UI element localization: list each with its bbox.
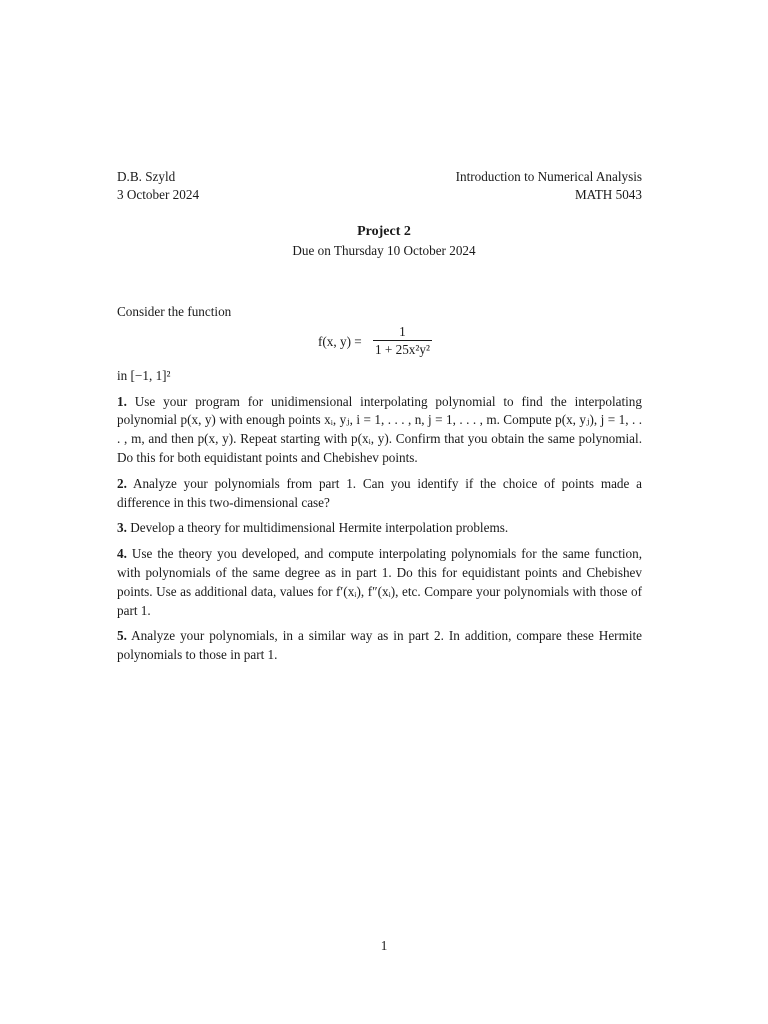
document-body	[117, 303, 642, 665]
problem-number: 4.	[117, 546, 127, 562]
due-date: Due on Thursday 10 October 2024	[292, 243, 476, 258]
formula-denominator: 1 + 25x²y²	[375, 341, 430, 357]
problem-2	[117, 475, 642, 513]
formula-lhs: f(x, y) =	[318, 333, 362, 349]
page-number: 1	[380, 938, 388, 953]
problem-number: 5.	[117, 628, 127, 644]
page-title: Project 2	[357, 224, 411, 239]
problem-1	[117, 393, 642, 468]
problem-text: Use the theory you developed, and compute interpolating polynomials for the same function, with polynomials of the same degree as in part 1. Do this for equidistant points and Chebishev points. Use as additional data, values for f′(xᵢ), f″(xᵢ), etc. Compare your polynomials with those of part 1.	[117, 546, 643, 618]
problem-text: Develop a theory for multidimensional Hermite interpolation problems.	[130, 520, 509, 536]
problem-4	[117, 545, 642, 620]
course-block	[456, 168, 642, 204]
problem-text: Analyze your polynomials, in a similar way as in part 2. In addition, compare these Hermite polynomials to those in part 1.	[117, 628, 643, 663]
course-code: MATH 5043	[574, 187, 642, 202]
author-name: D.B. Szyld	[117, 169, 176, 184]
course-name: Introduction to Numerical Analysis	[455, 169, 642, 184]
problem-number: 2.	[117, 475, 127, 491]
problem-number: 1.	[117, 393, 127, 409]
problem-3	[117, 519, 642, 538]
problem-text: Analyze your polynomials from part 1. Can you identify if the choice of points made a difference in this two-dimensional case?	[117, 475, 642, 510]
document-date: 3 October 2024	[117, 187, 200, 202]
formula-fraction	[373, 324, 432, 358]
author-block	[117, 168, 199, 204]
formula-numerator: 1	[399, 323, 406, 339]
problem-number: 3.	[117, 520, 127, 536]
problem-text: Use your program for unidimensional interpolating polynomial to find the interpolating polynomial p(x, y) with enough points xᵢ, yⱼ, i = 1, . . . , n, j = 1, . . . , m. Compute p(x, yⱼ), j = 1, . . . , m, and then p(x, y). Repeat starting with p(xᵢ, y). Confirm that you obtain the same polynomial. Do this for both equidistant points and Chebishev points.	[117, 393, 642, 465]
title-block	[0, 222, 768, 260]
domain-text: in [−1, 1]²	[117, 367, 171, 383]
intro-text: Consider the function	[117, 304, 232, 319]
problem-5	[117, 627, 642, 665]
function-formula	[318, 324, 642, 358]
